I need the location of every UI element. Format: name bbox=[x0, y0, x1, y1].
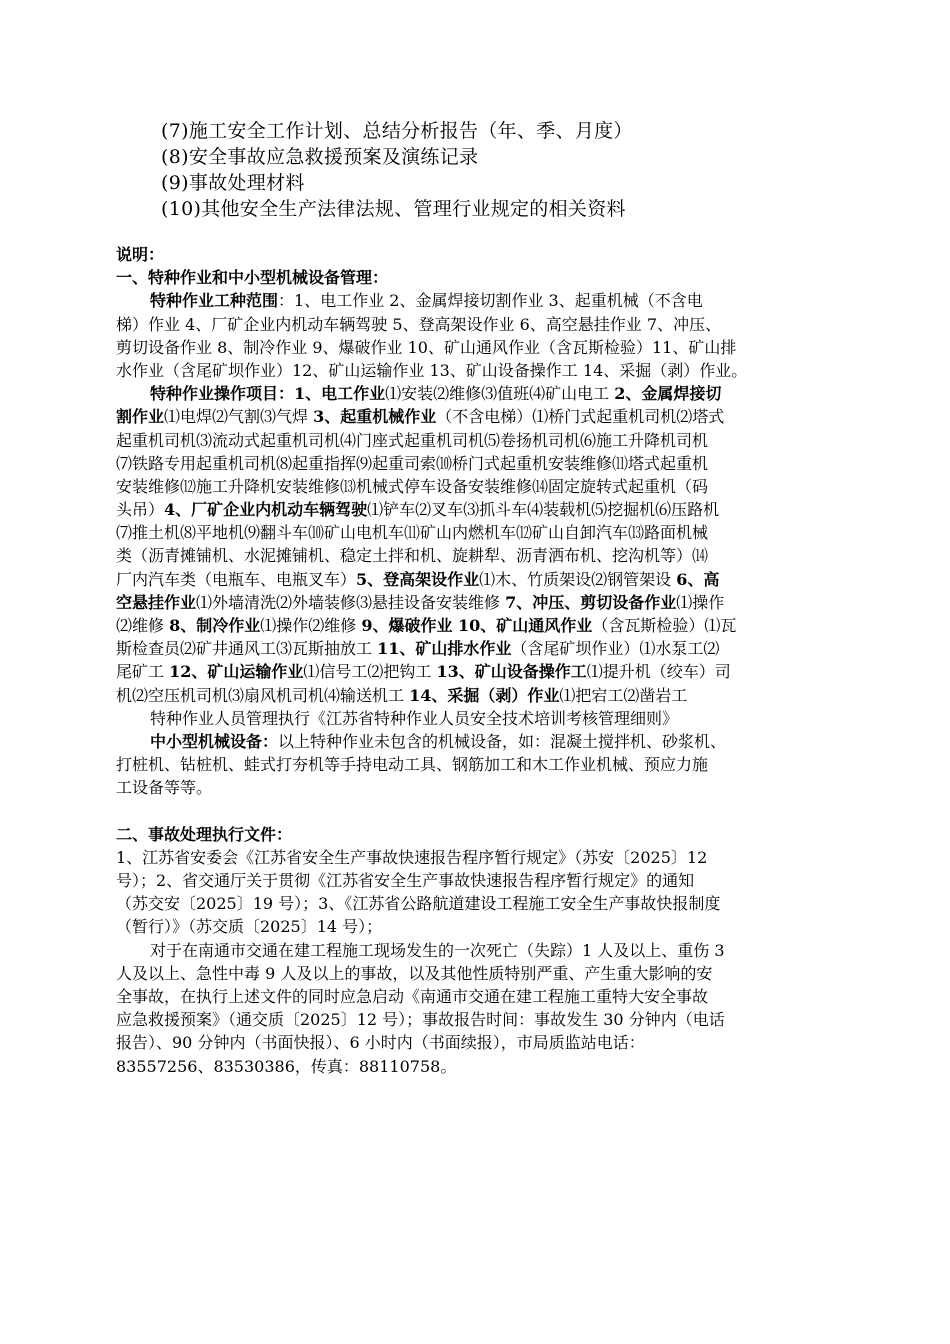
regulation-line: （苏交安〔2025〕19 号）；3、《江苏省公路航道建设工程施工安全生产事故快报制度 bbox=[116, 894, 721, 914]
ops-bold: 7、冲压、剪切设备作业 bbox=[505, 592, 677, 612]
ops-text: ⑴提升机（绞车）司 bbox=[586, 662, 731, 682]
ops-bold: 14、采掘（剥）作业 bbox=[409, 685, 560, 705]
ops-text: ⑴木、竹质架设⑵钢管架设 bbox=[479, 569, 677, 589]
ops-text: ⑵维修 bbox=[116, 616, 170, 635]
ops-text: ⑴外墙清洗⑵外墙装修⑶悬挂设备安装维修 bbox=[196, 592, 506, 612]
ops-bold: 6、高 bbox=[676, 569, 720, 589]
ops-line bbox=[116, 637, 838, 660]
ops-line bbox=[116, 660, 838, 683]
section1-heading: 一、特种作业和中小型机械设备管理： bbox=[116, 268, 389, 288]
spacer bbox=[116, 800, 838, 823]
ops-line: ⑺铁路专用起重机司机⑻起重指挥⑼起重司索⑽桥门式起重机安装维修⑾塔式起重机 bbox=[116, 453, 709, 473]
ops-bold: 2、金属焊接切 bbox=[614, 384, 722, 404]
ops-text: （不含电梯）⑴桥门式起重机司机⑵塔式 bbox=[436, 407, 725, 427]
accident-line: 报告）、90 分钟内（书面快报）、6 小时内（书面续报），市局质监站电话： bbox=[116, 1033, 645, 1053]
ops-bold: 空悬挂作业 bbox=[116, 592, 197, 612]
accident-line: 应急救援预案》（通交质〔2025〕12 号）；事故报告时间：事故发生 30 分钟内（电话 bbox=[116, 1010, 725, 1030]
list-item: (7)施工安全工作计划、总结分析报告（年、季、月度） bbox=[161, 120, 633, 142]
list-item: (9)事故处理材料 bbox=[161, 172, 305, 194]
ops-text: ⑴把宕工⑵凿岩工 bbox=[559, 685, 688, 705]
ops-line: 安装维修⑿施工升降机安装维修⒀机械式停车设备安装维修⒁固定旋转式起重机（码 bbox=[116, 476, 709, 496]
accident-line: 对于在南通市交通在建工程施工现场发生的一次死亡（失踪）1 人及以上、重伤 3 bbox=[150, 940, 725, 960]
regulation-line: 1、江苏省安委会《江苏省安全生产事故快速报告程序暂行规定》（苏安〔2025〕12 bbox=[116, 847, 708, 867]
list-item: (8)安全事故应急救援预案及演练记录 bbox=[161, 146, 479, 168]
ops-bold: 9、爆破作业 10、矿山通风作业 bbox=[361, 616, 593, 635]
ops-line bbox=[116, 568, 838, 591]
machinery-text: 以上特种作业未包含的机械设备，如：混凝土搅拌机、砂浆机、 bbox=[278, 731, 727, 751]
ops-bold: 5、登高架设作业 bbox=[356, 569, 480, 589]
ops-text: ⑴铲车⑵叉车⑶抓斗车⑷装载机⑸挖掘机⑹压路机 bbox=[367, 500, 720, 520]
ops-text: 机⑵空压机司机⑶扇风机司机⑷输送机工 bbox=[116, 685, 410, 705]
ops-text: ⑴电焊⑵气割⑶气焊 bbox=[164, 407, 314, 427]
ops-text: （含瓦斯检验）⑴瓦 bbox=[592, 616, 737, 635]
ops-text: 尾矿工 bbox=[116, 662, 170, 682]
ops-text: ⑴操作⑵维修 bbox=[260, 616, 362, 635]
section2-heading: 二、事故处理执行文件： bbox=[116, 824, 293, 844]
archive-list bbox=[161, 118, 881, 222]
scope-label: 特种作业工种范围 bbox=[150, 291, 279, 311]
ops-text: （含尾矿坝作业）⑴水泵工⑵ bbox=[511, 639, 720, 659]
accident-line: 全事故，在执行上述文件的同时应急启动《南通市交通在建工程施工重特大安全事故 bbox=[116, 987, 709, 1006]
ops-line bbox=[116, 614, 838, 637]
ops-text: ⑴安装⑵维修⑶值班⑷矿山电工 bbox=[385, 384, 615, 404]
notes-body bbox=[116, 243, 838, 1078]
ops-text: 厂内汽车类（电瓶车、电瓶叉车） bbox=[116, 569, 357, 589]
mgmt-line: 特种作业人员管理执行《江苏省特种作业人员安全技术培训考核管理细则》 bbox=[150, 708, 679, 728]
ops-text: 斯检查员⑵矿井通风工⑶瓦斯抽放工 bbox=[116, 639, 378, 659]
ops-bold: 3、起重机械作业 bbox=[313, 407, 437, 427]
ops-text: 头吊） bbox=[116, 500, 165, 520]
ops-bold: 4、厂矿企业内机动车辆驾驶 bbox=[164, 500, 368, 520]
scope-line: 剪切设备作业 8、制冷作业 9、爆破作业 10、矿山通风作业（含瓦斯检验）11、矿山排 bbox=[116, 337, 737, 357]
scope-text: ：1、电工作业 2、金属焊接切割作业 3、起重机械（不含电 bbox=[278, 291, 703, 311]
ops-bold: 12、矿山运输作业 bbox=[169, 662, 304, 682]
ops-bold: 11、矿山排水作业 bbox=[377, 639, 512, 659]
note-title: 说明： bbox=[116, 245, 165, 264]
scope-line bbox=[116, 289, 838, 312]
ops-line bbox=[116, 405, 838, 428]
ops-line bbox=[116, 382, 838, 405]
accident-line: 人及以上、急性中毒 9 人及以上的事故，以及其他性质特别严重、产生重大影响的安 bbox=[116, 963, 713, 983]
ops-line bbox=[116, 684, 838, 707]
machinery-line bbox=[116, 730, 838, 753]
ops-text: ⑴操作 bbox=[676, 592, 725, 612]
regulation-line: （暂行）》（苏交质〔2025〕14 号）； bbox=[116, 917, 383, 937]
ops-line bbox=[116, 498, 838, 521]
ops-line: 类（沥青摊铺机、水泥摊铺机、稳定土拌和机、旋耕犁、沥青洒布机、挖沟机等）⒁ bbox=[116, 546, 709, 566]
machinery-label: 中小型机械设备： bbox=[150, 731, 279, 751]
machinery-line: 打桩机、钻桩机、蛙式打夯机等手持电动工具、钢筋加工和木工作业机械、预应力施 bbox=[116, 755, 709, 775]
ops-bold: 8、制冷作业 bbox=[169, 616, 261, 635]
ops-line bbox=[116, 591, 838, 614]
machinery-line: 工设备等等。 bbox=[116, 778, 213, 798]
ops-label: 特种作业操作项目：1、电工作业 bbox=[150, 384, 386, 404]
ops-text: ⑴信号工⑵把钩工 bbox=[303, 662, 437, 682]
scope-line: 水作业（含尾矿坝作业）12、矿山运输作业 13、矿山设备操作工 14、采掘（剥）作业。 bbox=[116, 360, 748, 380]
list-item: (10)其他安全生产法律法规、管理行业规定的相关资料 bbox=[161, 198, 626, 220]
regulation-line: 号）；2、省交通厅关于贯彻《江苏省安全生产事故快速报告程序暂行规定》的通知 bbox=[116, 871, 695, 891]
scope-line: 梯）作业 4、厂矿企业内机动车辆驾驶 5、登高架设作业 6、高空悬挂作业 7、冲压、 bbox=[116, 314, 722, 334]
ops-bold: 割作业 bbox=[116, 407, 165, 427]
ops-bold: 13、矿山设备操作工 bbox=[436, 662, 587, 682]
ops-line: 起重机司机⑶流动式起重机司机⑷门座式起重机司机⑸卷扬机司机⑹施工升降机司机 bbox=[116, 430, 709, 450]
accident-line: 83557256、83530386，传真：88110758。 bbox=[116, 1056, 457, 1076]
ops-line: ⑺推土机⑻平地机⑼翻斗车⑽矿山电机车⑾矿山内燃机车⑿矿山自卸汽车⒀路面机械 bbox=[116, 523, 709, 543]
